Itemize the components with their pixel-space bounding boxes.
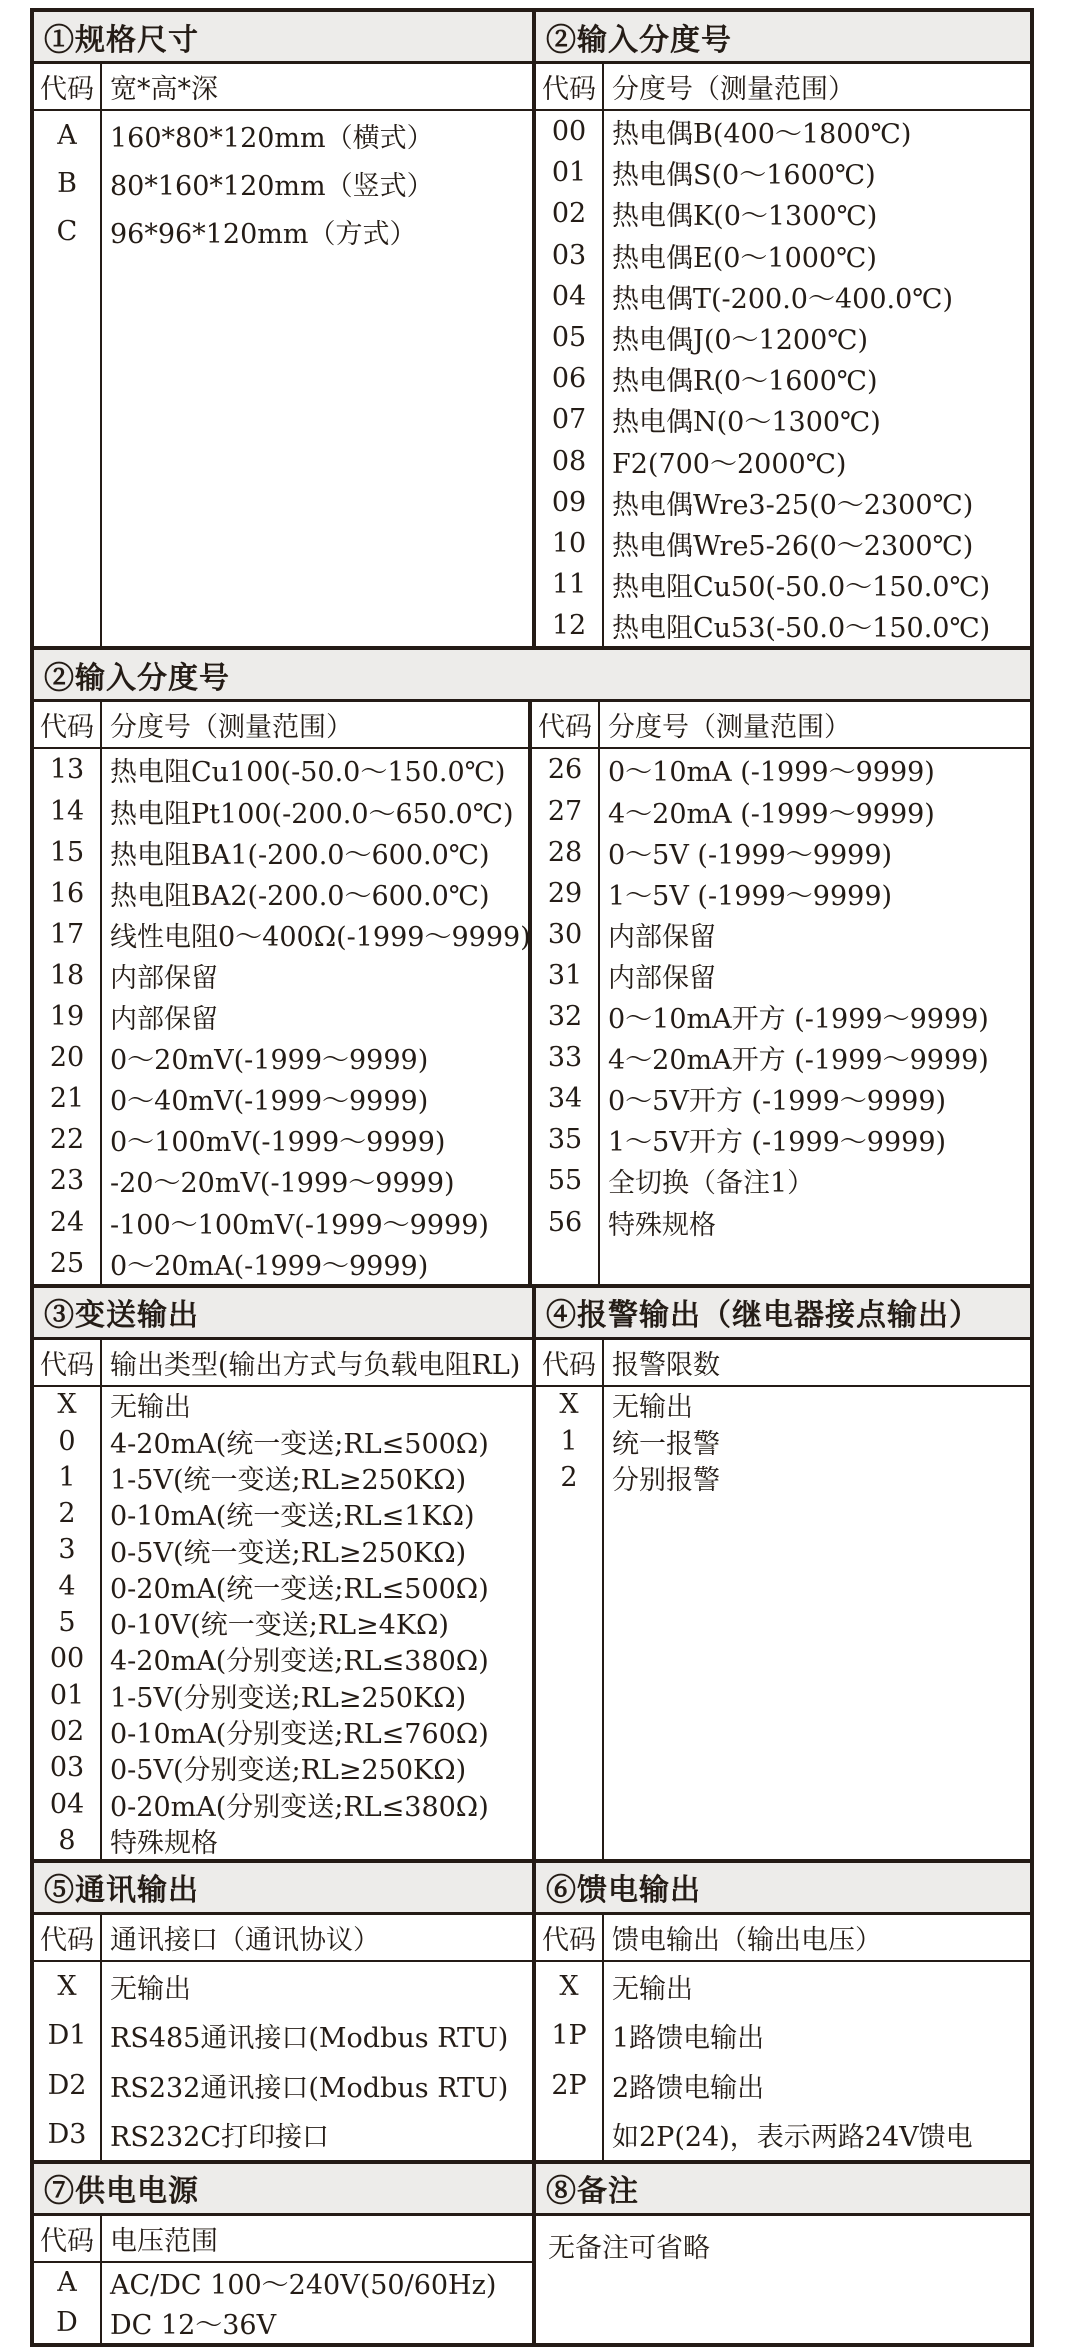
table-header-row bbox=[536, 1915, 1030, 1962]
table-row bbox=[34, 749, 528, 790]
table-row bbox=[34, 1568, 532, 1604]
value-cell: 0～20mV(-1999～9999) bbox=[110, 1045, 429, 1077]
code-cell: 28 bbox=[547, 836, 583, 868]
table-row bbox=[34, 1459, 532, 1495]
section-comm bbox=[30, 1859, 536, 2164]
code-cell: 04 bbox=[551, 280, 587, 312]
value-cell: 统一报警 bbox=[612, 1428, 720, 1460]
table-row bbox=[536, 564, 1030, 605]
code-cell: 33 bbox=[547, 1042, 583, 1074]
table-rows bbox=[536, 111, 1030, 646]
value-cell: 热电偶S(0～1600℃) bbox=[612, 160, 876, 192]
code-cell: 1 bbox=[58, 1461, 76, 1493]
value-cell: 热电阻Cu53(-50.0～150.0℃) bbox=[612, 613, 991, 645]
code-cell: 35 bbox=[547, 1124, 583, 1156]
table-row bbox=[532, 832, 1030, 873]
code-header-cell: 代码 bbox=[542, 1924, 596, 1956]
value-cell: 0-20mA(统一变送;RL≤500Ω) bbox=[110, 1573, 489, 1605]
code-cell: 2 bbox=[560, 1461, 578, 1493]
value-cell: 热电偶Wre5-26(0～2300℃) bbox=[612, 530, 974, 562]
section-input-part1-title: ②输入分度号 bbox=[536, 12, 1030, 64]
table-row bbox=[34, 2061, 532, 2111]
input-part2-right bbox=[532, 702, 1030, 1283]
code-cell: 55 bbox=[547, 1165, 583, 1197]
code-cell: X bbox=[559, 1389, 579, 1421]
value-cell: 热电偶J(0～1200℃) bbox=[612, 325, 868, 357]
table-header-row bbox=[536, 64, 1030, 111]
code-header-cell: 代码 bbox=[538, 712, 592, 744]
value-cell: 无输出 bbox=[612, 1973, 693, 2005]
table-row bbox=[532, 955, 1030, 996]
code-header-cell: 代码 bbox=[542, 1349, 596, 1381]
table-row bbox=[532, 873, 1030, 914]
table-row bbox=[536, 605, 1030, 646]
value-cell: 0-20mA(分别变送;RL≤380Ω) bbox=[110, 1791, 489, 1823]
code-cell: 5 bbox=[58, 1607, 76, 1639]
band-2 bbox=[30, 646, 1034, 1287]
section-remark-body bbox=[536, 2216, 1030, 2343]
value-cell: 0～10mA (-1999～9999) bbox=[608, 757, 935, 789]
code-cell: 08 bbox=[551, 445, 587, 477]
table-row bbox=[34, 1713, 532, 1749]
code-cell: 15 bbox=[49, 836, 85, 868]
code-cell: 4 bbox=[58, 1570, 76, 1602]
code-cell: A bbox=[57, 119, 77, 151]
section-input-part2 bbox=[30, 646, 1034, 1287]
table-row bbox=[34, 1078, 528, 1119]
value-cell: RS485通讯接口(Modbus RTU) bbox=[110, 2023, 509, 2055]
code-cell: 10 bbox=[551, 527, 587, 559]
section-feed-title: ⑥馈电输出 bbox=[536, 1863, 1030, 1915]
table-row bbox=[536, 1459, 1030, 1495]
section-power bbox=[30, 2160, 536, 2347]
table-row bbox=[536, 2061, 1030, 2111]
table-row bbox=[532, 791, 1030, 832]
code-cell: 13 bbox=[49, 754, 85, 786]
code-cell: D2 bbox=[47, 2069, 87, 2101]
code-cell: 02 bbox=[49, 1715, 85, 1747]
code-cell: D1 bbox=[47, 2020, 87, 2052]
table-row bbox=[536, 276, 1030, 317]
code-cell: 2 bbox=[58, 1498, 76, 1530]
value-cell: 0～100mV(-1999～9999) bbox=[110, 1127, 446, 1159]
table-row bbox=[34, 1423, 532, 1459]
code-cell: 14 bbox=[49, 795, 85, 827]
code-cell: 23 bbox=[49, 1165, 85, 1197]
table-row bbox=[536, 482, 1030, 523]
band-1 bbox=[30, 8, 1034, 650]
value-cell: 热电偶Wre3-25(0～2300℃) bbox=[612, 489, 974, 521]
table-rows bbox=[34, 1387, 532, 1859]
section-transmit-table bbox=[34, 1340, 532, 1859]
section-transmit-title: ③变送输出 bbox=[34, 1288, 532, 1340]
value-cell: 4-20mA(分别变送;RL≤380Ω) bbox=[110, 1646, 489, 1678]
value-header-cell: 分度号（测量范围） bbox=[110, 712, 353, 744]
table-header-row bbox=[34, 702, 528, 749]
value-cell: 热电偶R(0～1600℃) bbox=[612, 366, 878, 398]
table-row bbox=[34, 914, 531, 955]
value-cell: 热电偶E(0～1000℃) bbox=[612, 242, 877, 274]
code-header-cell: 代码 bbox=[40, 1924, 94, 1956]
table-rows bbox=[34, 2263, 532, 2343]
table-row bbox=[34, 159, 532, 207]
table-row bbox=[34, 207, 532, 255]
value-cell: 1～5V (-1999～9999) bbox=[608, 880, 893, 912]
table-rows bbox=[34, 1962, 532, 2160]
table-row bbox=[34, 1496, 532, 1532]
code-cell: 3 bbox=[58, 1534, 76, 1566]
table-row bbox=[34, 1677, 532, 1713]
section-spec-table bbox=[34, 64, 532, 646]
value-cell: 热电偶T(-200.0～400.0℃) bbox=[612, 283, 953, 315]
code-cell: 25 bbox=[49, 1247, 85, 1279]
code-cell: 07 bbox=[551, 404, 587, 436]
band-4 bbox=[30, 1859, 1034, 2164]
code-header-cell: 代码 bbox=[40, 2225, 94, 2257]
table-row bbox=[536, 2011, 1030, 2061]
value-cell: 内部保留 bbox=[608, 962, 716, 994]
code-cell: 11 bbox=[551, 569, 587, 601]
input-part2-right-table bbox=[532, 702, 1030, 1283]
value-cell: F2(700～2000℃) bbox=[612, 448, 847, 480]
table-row bbox=[34, 1387, 532, 1423]
value-cell: RS232通讯接口(Modbus RTU) bbox=[110, 2072, 509, 2104]
section-input-part2-title: ②输入分度号 bbox=[34, 650, 1030, 702]
code-cell: 8 bbox=[58, 1824, 76, 1856]
code-cell: 17 bbox=[49, 918, 85, 950]
section-input-part1 bbox=[532, 8, 1034, 650]
table-row bbox=[532, 1078, 1030, 1119]
section-alarm bbox=[532, 1284, 1034, 1863]
section-power-title: ⑦供电电源 bbox=[34, 2164, 532, 2216]
code-cell: 56 bbox=[547, 1206, 583, 1238]
table-row bbox=[532, 1160, 1030, 1201]
section-feed-table bbox=[536, 1915, 1030, 2160]
value-header-cell: 电压范围 bbox=[110, 2225, 218, 2257]
value-header-cell: 分度号（测量范围） bbox=[608, 712, 851, 744]
table-row bbox=[536, 399, 1030, 440]
table-row bbox=[34, 955, 528, 996]
value-header-cell: 分度号（测量范围） bbox=[612, 74, 855, 105]
table-row bbox=[34, 1160, 528, 1201]
value-cell: 0-5V(分别变送;RL≥250KΩ) bbox=[110, 1755, 467, 1787]
section-alarm-table bbox=[536, 1340, 1030, 1859]
input-part2-left bbox=[34, 702, 532, 1283]
code-cell: 19 bbox=[49, 1001, 85, 1033]
table-row bbox=[34, 1604, 532, 1640]
table-row bbox=[536, 523, 1030, 564]
table-rows bbox=[532, 749, 1030, 1242]
value-cell: 无输出 bbox=[612, 1392, 693, 1424]
code-cell: 31 bbox=[547, 959, 583, 991]
code-cell: 29 bbox=[547, 877, 583, 909]
table-header-row bbox=[536, 1340, 1030, 1387]
code-cell: 20 bbox=[49, 1042, 85, 1074]
table-row bbox=[34, 2110, 532, 2160]
code-cell: C bbox=[56, 215, 78, 247]
code-cell: 01 bbox=[551, 157, 587, 189]
table-row bbox=[536, 235, 1030, 276]
value-cell: 0～40mV(-1999～9999) bbox=[110, 1086, 429, 1118]
value-cell: 0～20mA(-1999～9999) bbox=[110, 1250, 429, 1282]
value-cell: 热电阻Cu100(-50.0～150.0℃) bbox=[110, 757, 506, 789]
table-header-row bbox=[34, 1340, 532, 1387]
value-header-cell: 宽*高*深 bbox=[110, 74, 218, 105]
value-cell: 0-10mA(统一变送;RL≤1KΩ) bbox=[110, 1501, 475, 1533]
section-comm-title: ⑤通讯输出 bbox=[34, 1863, 532, 1915]
value-cell: 0-5V(统一变送;RL≥250KΩ) bbox=[110, 1537, 467, 1569]
remark-note: 无备注可省略 bbox=[548, 2232, 710, 2264]
value-cell: 1路馈电输出 bbox=[612, 2023, 765, 2055]
code-header-cell: 代码 bbox=[40, 74, 94, 105]
code-cell: 0 bbox=[58, 1425, 76, 1457]
table-row bbox=[536, 152, 1030, 193]
value-cell: 4～20mA (-1999～9999) bbox=[608, 798, 935, 830]
table-rows bbox=[34, 111, 532, 255]
value-cell: 80*160*120mm（竖式） bbox=[110, 170, 434, 202]
code-cell: 04 bbox=[49, 1788, 85, 1820]
code-cell: 1P bbox=[551, 2020, 587, 2052]
value-cell: 热电偶K(0～1300℃) bbox=[612, 201, 878, 233]
value-cell: -20～20mV(-1999～9999) bbox=[110, 1168, 455, 1200]
table-row bbox=[34, 1037, 528, 1078]
value-cell: 0-10mA(分别变送;RL≤760Ω) bbox=[110, 1718, 489, 1750]
table-row bbox=[532, 996, 1030, 1037]
value-cell: AC/DC 100～240V(50/60Hz) bbox=[110, 2270, 497, 2302]
table-row bbox=[34, 1786, 532, 1822]
code-header-cell: 代码 bbox=[40, 712, 94, 744]
code-cell: 01 bbox=[49, 1679, 85, 1711]
code-cell: X bbox=[559, 1970, 579, 2002]
code-cell: 06 bbox=[551, 363, 587, 395]
value-cell: 无输出 bbox=[110, 1392, 191, 1424]
code-cell: 12 bbox=[551, 610, 587, 642]
code-cell: 00 bbox=[49, 1643, 85, 1675]
value-cell: 热电阻BA1(-200.0～600.0℃) bbox=[110, 839, 490, 871]
section-remark-title: ⑧备注 bbox=[536, 2164, 1030, 2216]
table-row bbox=[34, 1822, 532, 1858]
value-header-cell: 输出类型(输出方式与负载电阻RL) bbox=[110, 1349, 521, 1381]
band-3 bbox=[30, 1284, 1034, 1863]
code-cell: A bbox=[57, 2267, 77, 2299]
value-cell: 内部保留 bbox=[110, 962, 218, 994]
value-cell: DC 12～36V bbox=[110, 2310, 277, 2342]
section-spec bbox=[30, 8, 536, 650]
table-header-row bbox=[34, 1915, 532, 1962]
code-cell: X bbox=[57, 1389, 77, 1421]
value-cell: 特殊规格 bbox=[608, 1209, 716, 1241]
value-cell: 内部保留 bbox=[608, 921, 716, 953]
table-row bbox=[34, 1201, 528, 1242]
table-row bbox=[34, 111, 532, 159]
table-rows bbox=[34, 749, 531, 1283]
code-cell: 21 bbox=[49, 1083, 85, 1115]
table-header-row bbox=[34, 2216, 532, 2263]
value-cell: 4-20mA(统一变送;RL≤500Ω) bbox=[110, 1428, 489, 1460]
code-cell: 22 bbox=[49, 1124, 85, 1156]
value-header-cell: 馈电输出（输出电压） bbox=[612, 1924, 882, 1956]
section-transmit bbox=[30, 1284, 536, 1863]
table-row bbox=[34, 832, 528, 873]
code-cell: 24 bbox=[49, 1206, 85, 1238]
value-cell: 0～5V (-1999～9999) bbox=[608, 839, 893, 871]
value-cell: RS232C打印接口 bbox=[110, 2122, 330, 2154]
code-cell: 05 bbox=[551, 322, 587, 354]
code-cell: 03 bbox=[49, 1752, 85, 1784]
code-header-cell: 代码 bbox=[542, 74, 596, 105]
code-cell: 00 bbox=[551, 116, 587, 148]
value-cell: 线性电阻0～400Ω(-1999～9999) bbox=[110, 921, 531, 953]
table-row bbox=[34, 1750, 532, 1786]
table-row bbox=[532, 1037, 1030, 1078]
code-cell: 02 bbox=[551, 198, 587, 230]
code-cell: 34 bbox=[547, 1083, 583, 1115]
table-row bbox=[34, 996, 528, 1037]
code-cell: 1 bbox=[560, 1425, 578, 1457]
code-cell: 2P bbox=[551, 2069, 587, 2101]
code-cell: 32 bbox=[547, 1001, 583, 1033]
value-cell: 0～5V开方 (-1999～9999) bbox=[608, 1086, 947, 1118]
band-5 bbox=[30, 2160, 1034, 2347]
code-cell: D3 bbox=[47, 2119, 87, 2151]
section-power-table bbox=[34, 2216, 532, 2343]
table-row bbox=[536, 1387, 1030, 1423]
section-input-part1-table bbox=[536, 64, 1030, 646]
section-alarm-title: ④报警输出（继电器接点输出） bbox=[536, 1288, 1030, 1340]
value-cell: 1-5V(分别变送;RL≥250KΩ) bbox=[110, 1682, 467, 1714]
table-row bbox=[532, 914, 1030, 955]
value-cell: 2路馈电输出 bbox=[612, 2072, 765, 2104]
value-cell: 0-10V(统一变送;RL≥4KΩ) bbox=[110, 1610, 449, 1642]
table-row bbox=[536, 441, 1030, 482]
value-cell: 如2P(24)，表示两路24V馈电 bbox=[612, 2122, 973, 2154]
table-row bbox=[34, 791, 528, 832]
value-cell: 160*80*120mm（横式） bbox=[110, 122, 434, 154]
value-cell: 1～5V开方 (-1999～9999) bbox=[608, 1127, 947, 1159]
code-cell: B bbox=[57, 167, 77, 199]
table-row bbox=[532, 1201, 1030, 1242]
table-row bbox=[536, 111, 1030, 152]
table-rows bbox=[536, 1387, 1030, 1496]
value-cell: 热电偶N(0～1300℃) bbox=[612, 407, 881, 439]
code-cell: 09 bbox=[551, 486, 587, 518]
table-header-row bbox=[532, 702, 1030, 749]
table-row bbox=[536, 1423, 1030, 1459]
section-input-part2-columns bbox=[34, 702, 1030, 1283]
table-row bbox=[34, 2263, 532, 2303]
table-row bbox=[536, 2110, 1030, 2160]
code-cell: X bbox=[57, 1970, 77, 2002]
value-cell: 4～20mA开方 (-1999～9999) bbox=[608, 1045, 989, 1077]
table-row bbox=[532, 1119, 1030, 1160]
code-cell: 18 bbox=[49, 959, 85, 991]
table-row bbox=[536, 1962, 1030, 2012]
code-cell: 16 bbox=[49, 877, 85, 909]
value-cell: 全切换（备注1） bbox=[608, 1168, 815, 1200]
table-row bbox=[34, 1962, 532, 2012]
value-cell: 96*96*120mm（方式） bbox=[110, 218, 417, 250]
table-row bbox=[34, 1243, 528, 1284]
value-cell: 热电阻Cu50(-50.0～150.0℃) bbox=[612, 572, 991, 604]
code-cell: 26 bbox=[547, 754, 583, 786]
value-cell: 0～10mA开方 (-1999～9999) bbox=[608, 1004, 989, 1036]
table-row bbox=[34, 873, 528, 914]
table-row bbox=[34, 2011, 532, 2061]
value-header-cell: 报警限数 bbox=[612, 1349, 720, 1381]
value-cell: 无输出 bbox=[110, 1973, 191, 2005]
value-cell: 特殊规格 bbox=[110, 1827, 218, 1859]
value-cell: -100～100mV(-1999～9999) bbox=[110, 1209, 489, 1241]
value-cell: 分别报警 bbox=[612, 1464, 720, 1496]
code-cell: 27 bbox=[547, 795, 583, 827]
table-row bbox=[536, 358, 1030, 399]
value-cell: 1-5V(统一变送;RL≥250KΩ) bbox=[110, 1464, 467, 1496]
table-row bbox=[34, 1532, 532, 1568]
value-cell: 热电偶B(400～1800℃) bbox=[612, 119, 912, 151]
section-remark bbox=[532, 2160, 1034, 2347]
value-cell: 热电阻BA2(-200.0～600.0℃) bbox=[110, 880, 490, 912]
section-comm-table bbox=[34, 1915, 532, 2160]
table-rows bbox=[536, 1962, 1030, 2160]
code-cell: D bbox=[56, 2307, 78, 2339]
value-cell: 热电阻Pt100(-200.0～650.0℃) bbox=[110, 798, 514, 830]
table-row bbox=[34, 1641, 532, 1677]
value-header-cell: 通讯接口（通讯协议） bbox=[110, 1924, 380, 1956]
table-header-row bbox=[34, 64, 532, 111]
table-row bbox=[532, 749, 1030, 790]
section-spec-title: ①规格尺寸 bbox=[34, 12, 532, 64]
input-part2-left-table bbox=[34, 702, 531, 1283]
code-cell: 30 bbox=[547, 918, 583, 950]
code-header-cell: 代码 bbox=[40, 1349, 94, 1381]
ordering-spec-table bbox=[30, 8, 1034, 2347]
table-row bbox=[536, 193, 1030, 234]
table-row bbox=[34, 2303, 532, 2343]
table-row bbox=[34, 1119, 528, 1160]
section-feed bbox=[532, 1859, 1034, 2164]
code-cell: 03 bbox=[551, 239, 587, 271]
table-row bbox=[536, 317, 1030, 358]
value-cell: 内部保留 bbox=[110, 1004, 218, 1036]
